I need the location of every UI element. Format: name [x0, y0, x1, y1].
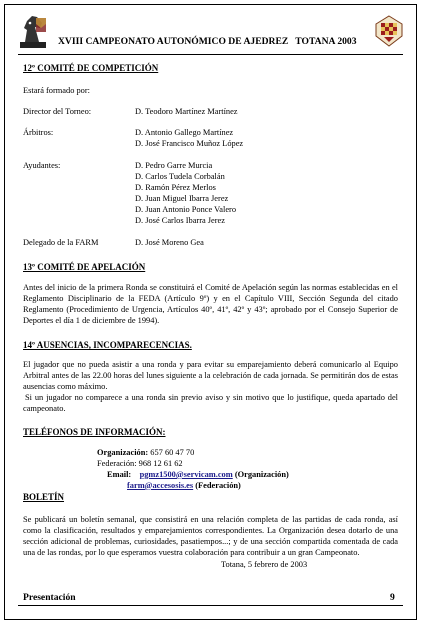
comite-competicion-section — [23, 63, 398, 75]
section-title: 14º AUSENCIAS, INCOMPARECENCIAS. — [23, 340, 192, 350]
organizacion-label: Organización: — [97, 448, 149, 457]
ayudante-name: D. Pedro Garre Murcia — [135, 161, 213, 170]
boletin-text: Se publicará un boletín semanal, que consistirá en una relación completa de las partidas de cada ronda, así como la clasificación, resultados y emparejamientos correspondientes. La Organización desea dotarlo de una sección adicional de problemas, curiosidades, pasatiempos...; y de una sección compartida comentada de cada una de las rondas, por lo que esperamos vuestra colaboración para contribuir a un gran Campeonato. — [23, 515, 398, 557]
document-title: XVIII CAMPEONATO AUTONÓMICO DE AJEDREZ TOTANA 2003 — [58, 36, 357, 47]
arbitros-label: Árbitros: — [23, 128, 54, 137]
ausencias-text: El jugador que no pueda asistir a una ronda y para evitar su emparejamiento deberá comunicarlo al Equipo Arbitral antes de las 22.00 horas del lunes siguiente a la celebración de cada jornada. Se permitirán dos de estas ausencias como máximo. — [23, 360, 398, 391]
footer-section-name: Presentación — [23, 592, 76, 603]
chess-knight-logo — [18, 12, 50, 50]
ayudante-name: D. José Carlos Ibarra Jerez — [135, 215, 225, 225]
arbitro-name: D. Antonio Gallego Martínez — [135, 128, 234, 137]
boletin-section — [23, 492, 398, 504]
ausencias-text: Si un jugador no comparece a una ronda sin previo aviso y sin motivo que lo justifique, queda apartado del campeonato. — [23, 392, 398, 413]
organizacion-phone: 657 60 47 70 — [150, 448, 195, 457]
email-link-federacion[interactable]: farm@accesosis.es — [127, 480, 194, 490]
ayudante-name: D. Carlos Tudela Corbalán — [135, 171, 225, 181]
ausencias-paragraph — [23, 360, 398, 415]
telefonos-section — [23, 427, 398, 439]
section-title: BOLETÍN — [23, 492, 65, 502]
apelacion-paragraph — [23, 283, 398, 327]
comite-intro: Estará formado por: — [23, 86, 90, 95]
page-header — [18, 12, 404, 52]
section-title: 13º COMITÉ DE APELACIÓN — [23, 262, 146, 272]
ayudantes-row — [23, 161, 398, 227]
delegado-value: D. José Moreno Gea — [135, 238, 204, 247]
director-label: Director del Torneo: — [23, 107, 92, 116]
arbitros-row — [23, 128, 398, 150]
telefonos-block — [23, 448, 398, 492]
arbitro-name: D. José Francisco Muñoz López — [135, 138, 244, 148]
page-number: 9 — [390, 592, 395, 603]
section-title: 12º COMITÉ DE COMPETICIÓN — [23, 63, 159, 73]
federacion-label: Federación: — [97, 458, 137, 468]
section-title: TELÉFONOS DE INFORMACIÓN: — [23, 427, 166, 437]
boletin-paragraph — [23, 515, 398, 571]
email-label: Email: — [107, 469, 132, 479]
director-value: D. Teodoro Martínez Martínez — [135, 107, 238, 116]
email-note: (Federación) — [195, 480, 241, 490]
comite-apelacion-section — [23, 262, 398, 274]
footer-rule — [18, 605, 403, 606]
boletin-date: Totana, 5 febrero de 2003 — [221, 559, 308, 569]
federacion-phone: 968 12 61 62 — [138, 458, 183, 468]
ayudantes-label: Ayudantes: — [23, 161, 61, 170]
director-row — [23, 107, 398, 118]
delegado-label: Delegado de la FARM — [23, 238, 99, 247]
email-note: (Organización) — [234, 469, 289, 479]
email-link-organizacion[interactable]: pgmz1500@servicam.com — [139, 469, 233, 479]
apelacion-text: Antes del inicio de la primera Ronda se constituirá el Comité de Apelación según las normas establecidas en el Reglamento Disciplinario de la FEDA (Artículo 9º) y en el Capítulo VIII, Sección Segunda del citado Reglamento (Procedimiento de Urgencia, Artículos 40º, 41º, 42º y 43º; aprobado por el Consejo Superior de Deportes el día 1 de diciembre de 1994). — [23, 283, 398, 325]
ayudante-name: D. Juan Antonio Ponce Valero — [135, 204, 237, 214]
header-rule — [18, 54, 403, 55]
delegado-row — [23, 238, 398, 249]
ausencias-section — [23, 340, 398, 352]
federation-shield-logo — [374, 14, 404, 48]
ayudante-name: D. Juan Miguel Ibarra Jerez — [135, 193, 229, 203]
ayudante-name: D. Ramón Pérez Merlos — [135, 182, 216, 192]
